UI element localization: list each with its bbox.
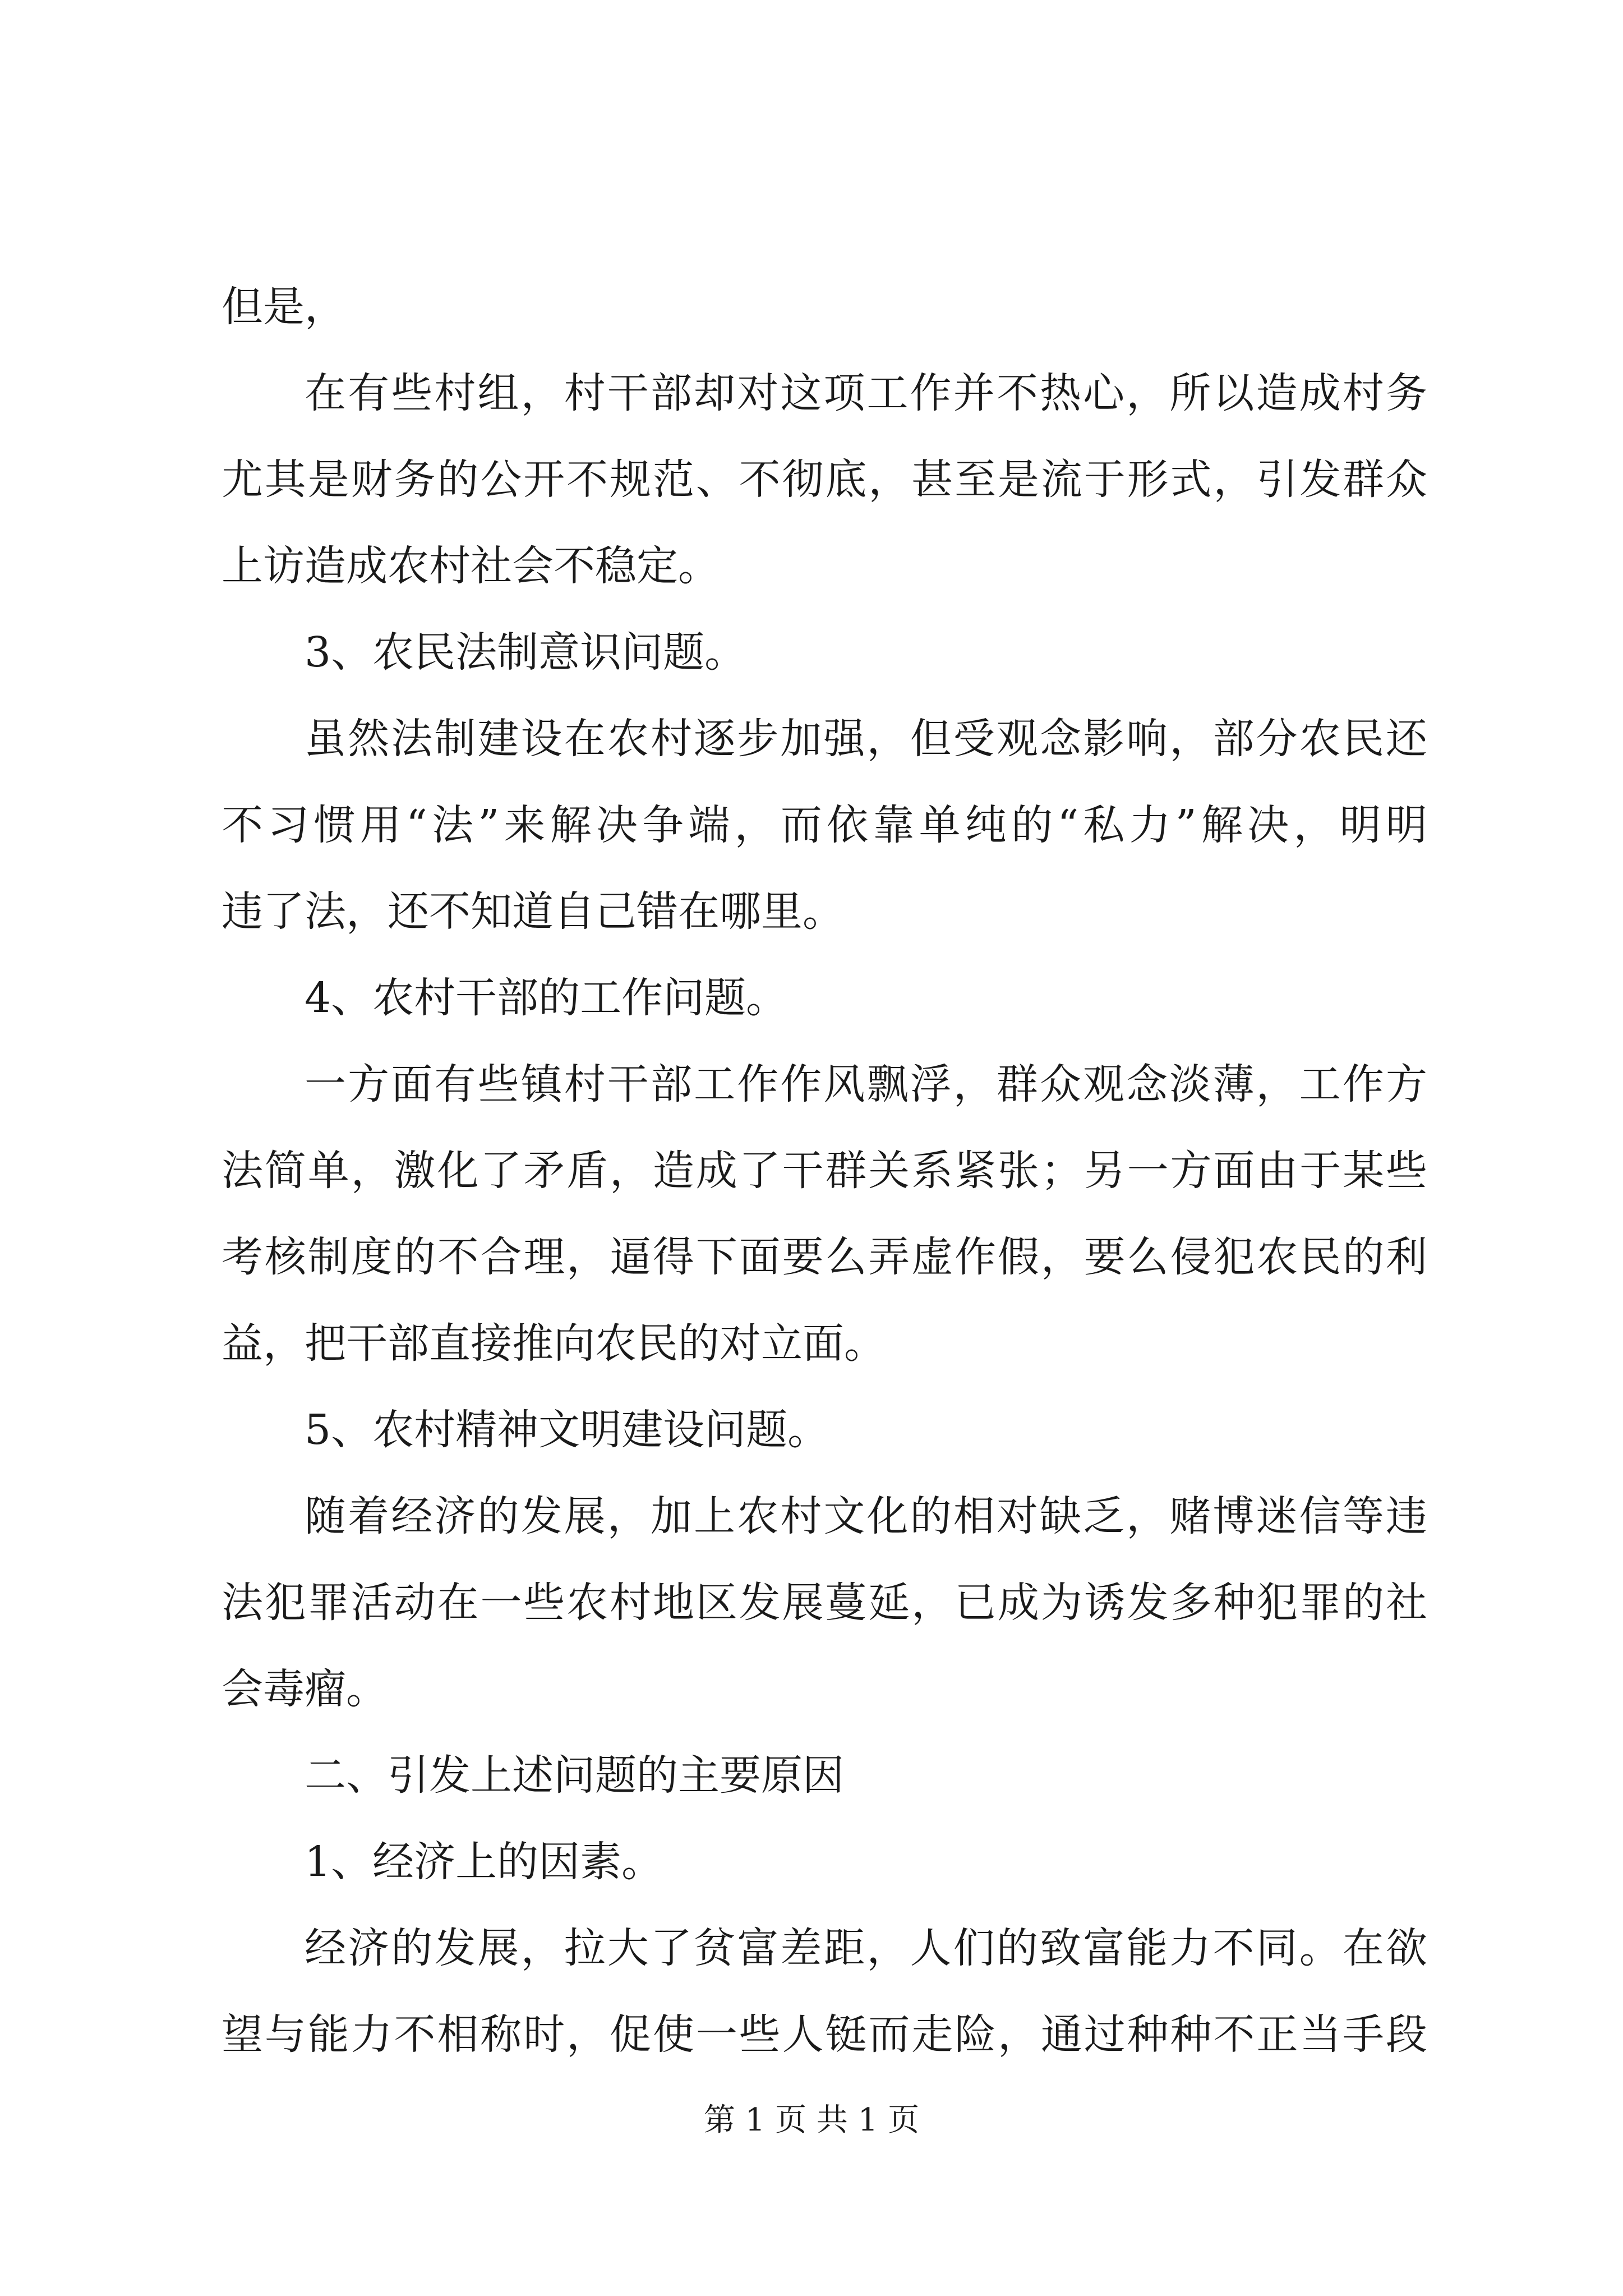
section-heading: 4、农村干部的工作问题。 [305, 974, 788, 1022]
text-line: 尤其是财务的公开不规范、不彻底，甚至是流于形式，引发群众 [222, 455, 1427, 504]
section-heading: 3、农民法制意识问题。 [305, 628, 746, 677]
text-line: 随着经济的发展，加上农村文化的相对缺乏，赌博迷信等违 [305, 1492, 1427, 1540]
text-line: 虽然法制建设在农村逐步加强，但受观念影响，部分农民还 [305, 715, 1427, 763]
text-line: 法犯罪活动在一些农村地区发展蔓延，已成为诱发多种犯罪的社 [222, 1579, 1427, 1627]
section-heading: 5、农村精神文明建设问题。 [305, 1406, 829, 1454]
text-line: 经济的发展，拉大了贫富差距，人们的致富能力不同。在欲 [305, 1924, 1427, 1972]
text-line: 违了法，还不知道自己错在哪里。 [222, 887, 844, 936]
section-heading: 二、引发上述问题的主要原因 [305, 1751, 844, 1800]
page-number-label: 第 1 页 共 1 页 [703, 2102, 920, 2138]
text-line: 在有些村组，村干部却对这项工作并不热心，所以造成村务 [305, 369, 1427, 417]
section-heading: 1、经济上的因素。 [305, 1838, 663, 1886]
page-footer [0, 2101, 1623, 2140]
text-line: 会毒瘤。 [222, 1665, 388, 1713]
text-line: 益，把干部直接推向农民的对立面。 [222, 1319, 886, 1368]
text-line: 上访造成农村社会不稳定。 [222, 542, 720, 590]
text-line: 望与能力不相称时，促使一些人铤而走险，通过种种不正当手段 [222, 2010, 1427, 2059]
text-line: 法简单，激化了矛盾，造成了干群关系紧张；另一方面由于某些 [222, 1147, 1427, 1195]
document-body [222, 264, 1427, 2078]
text-line: 不习惯用“法”来解决争端，而依靠单纯的“私力”解决，明明 [222, 801, 1427, 849]
text-line: 考核制度的不合理，逼得下面要么弄虚作假，要么侵犯农民的利 [222, 1233, 1427, 1281]
text-line: 但是， [222, 283, 346, 331]
text-line: 一方面有些镇村干部工作作风飘浮，群众观念淡薄，工作方 [305, 1060, 1427, 1108]
